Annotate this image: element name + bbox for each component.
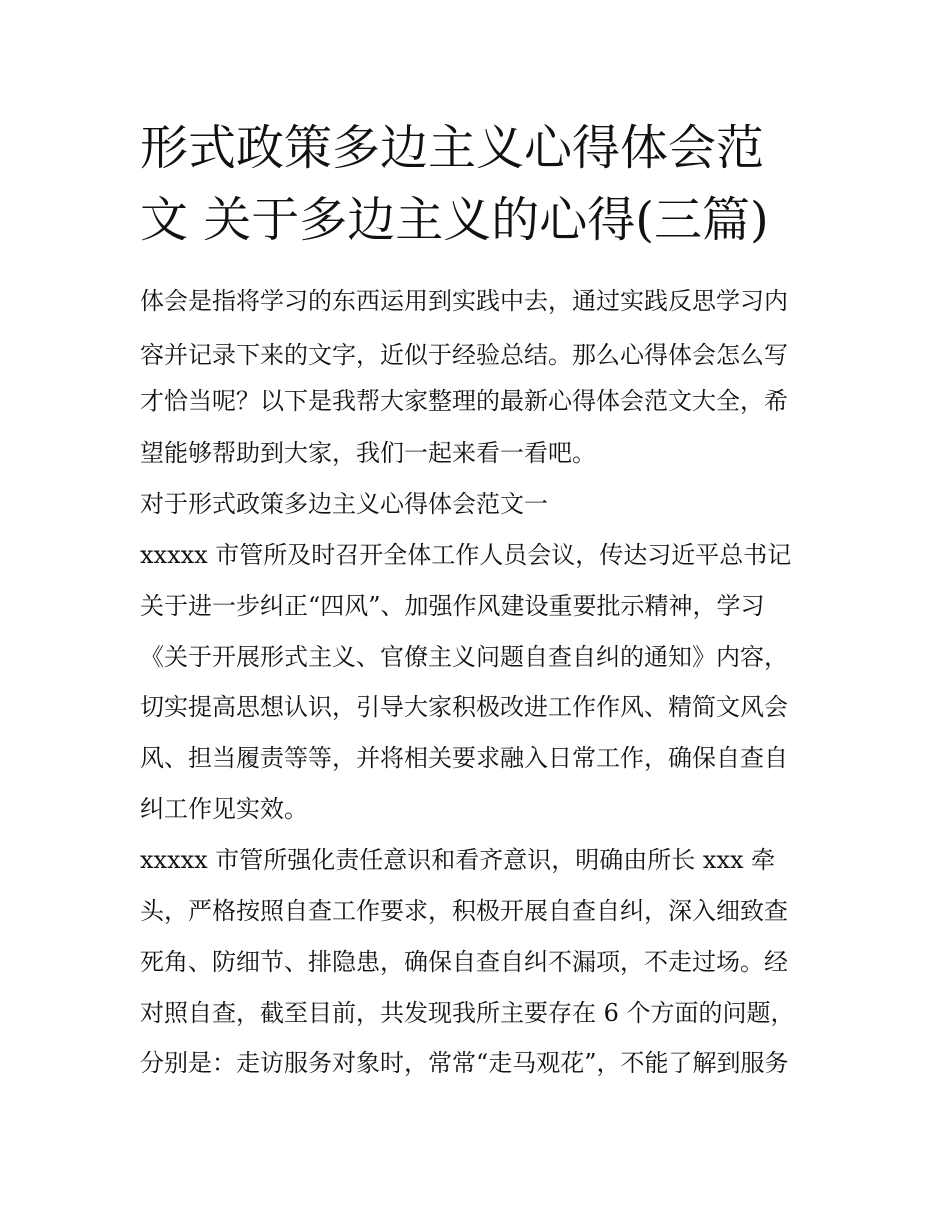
intro-line-2: 容并记录下来的文字，近似于经验总结。那么心得体会怎么写 — [140, 341, 788, 369]
paragraph-1-line-3: 《关于开展形式主义、官僚主义问题自查自纠的通知》内容， — [140, 643, 788, 671]
paragraph-1-line-5: 风、担当履责等等，并将相关要求融入日常工作，确保自查自 — [140, 744, 788, 772]
paragraph-1-line-1: xxxxx 市管所及时召开全体工作人员会议，传达习近平总书记 — [140, 541, 792, 569]
paragraph-2-line-3: 死角、防细节、排隐患，确保自查自纠不漏项，不走过场。经 — [140, 948, 788, 976]
section-heading: 对于形式政策多边主义心得体会范文一 — [140, 490, 548, 518]
intro-line-1: 体会是指将学习的东西运用到实践中去，通过实践反思学习内 — [140, 287, 788, 315]
intro-line-3: 才恰当呢？以下是我帮大家整理的最新心得体会范文大全，希 — [140, 387, 788, 415]
paragraph-2-line-1: xxxxx 市管所强化责任意识和看齐意识，明确由所长 xxx 牵 — [140, 846, 776, 874]
paragraph-1-line-6: 纠工作见实效。 — [140, 795, 308, 823]
paragraph-1-line-2: 关于进一步纠正“四风”、加强作风建设重要批示精神，学习 — [140, 592, 765, 620]
paragraph-1-line-4: 切实提高思想认识，引导大家积极改进工作作风、精简文风会 — [140, 693, 788, 721]
paragraph-2-line-5: 分别是：走访服务对象时，常常“走马观花”，不能了解到服务 — [140, 1049, 789, 1077]
intro-line-4: 望能够帮助到大家，我们一起来看一看吧。 — [140, 439, 596, 467]
paragraph-2-line-2: 头，严格按照自查工作要求，积极开展自查自纠，深入细致查 — [140, 897, 788, 925]
title-line-1: 形式政策多边主义心得体会范 — [140, 120, 765, 176]
paragraph-2-line-4: 对照自查，截至目前，共发现我所主要存在 6 个方面的问题， — [140, 999, 795, 1027]
document-title — [140, 112, 820, 256]
title-line-2: 文 关于多边主义的心得(三篇) — [140, 192, 769, 248]
